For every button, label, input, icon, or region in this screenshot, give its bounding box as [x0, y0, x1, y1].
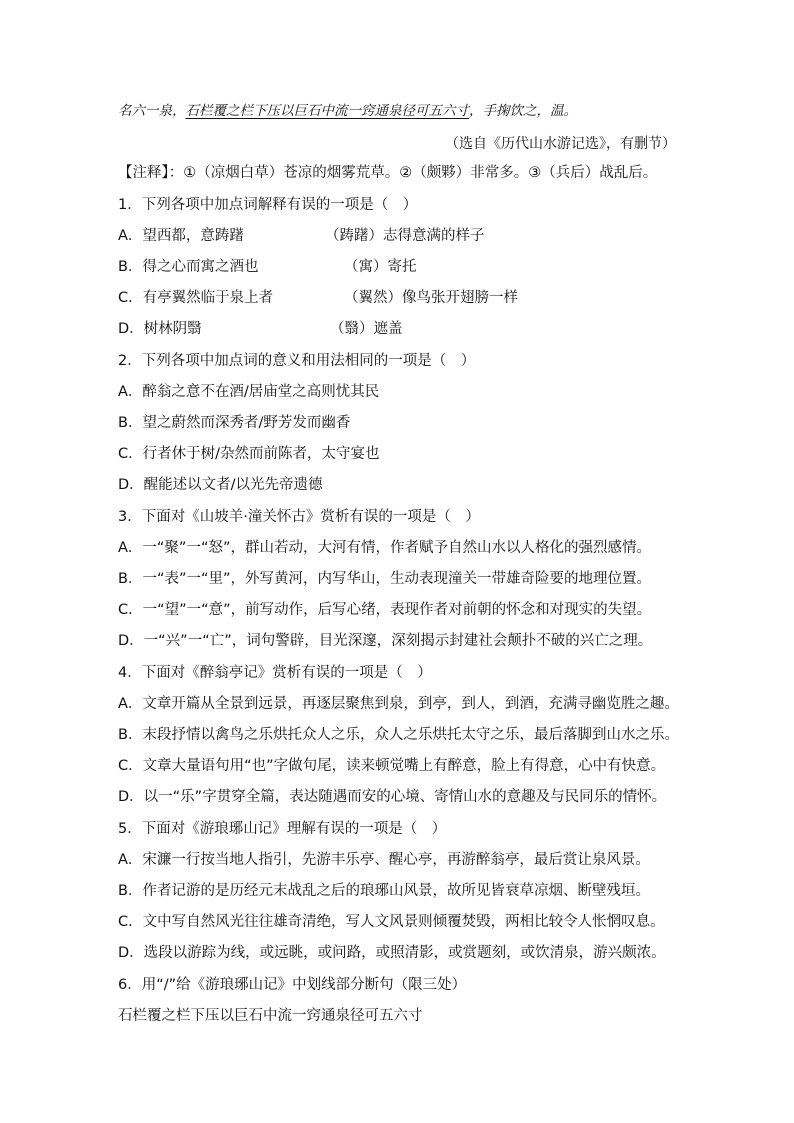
question-5-option-a: A．宋濂一行按当地人指引，先游丰乐亭、醒心亭，再游醉翁亭，最后赏让泉风景。 [118, 852, 650, 868]
option-text: C．有亭翼然临于泉上者 [118, 290, 274, 306]
question-1-option-c [118, 288, 273, 308]
question-5-option-b: B．作者记游的是历经元末战乱之后的琅琊山风景，故所见皆衰草凉烟、断壁残垣。 [118, 883, 650, 899]
notes: 【注释】：①（凉烟白草）苍凉的烟雾荒草。②（颇夥）非常多。③（兵后）战乱后。 [118, 165, 658, 181]
question-4-stem: 4．下面对《醉翁亭记》赏析有误的一项是（ ） [118, 665, 432, 681]
question-1-option-a [118, 226, 244, 246]
question-5-option-d: D．选段以游踪为线，或远眺，或问路，或照清影，或赏题刻，或饮清泉，游兴颇浓。 [118, 945, 666, 961]
question-5-option-c: C．文中写自然风光往往雄奇清绝，写人文风景则倾覆焚毁，两相比较令人怅惘叹息。 [118, 914, 665, 930]
question-1-option-a-gloss: （踌躇）志得意满的样子 [325, 228, 485, 244]
question-1-option-c-gloss: （翼然）像鸟张开翅膀一样 [344, 290, 518, 306]
intro-line [118, 101, 577, 121]
question-4-option-d: D．以一“乐”字贯穿全篇，表达随遇而安的心境、寄情山水的意趣及与民同乐的情怀。 [118, 789, 667, 805]
question-3-option-b: B．一“表”一“里”，外写黄河，内写华山，生动表现潼关一带雄奇险要的地理位置。 [118, 571, 651, 587]
question-4-option-c: C．文章大量语句用“也”字做句尾，读来顿觉嘴上有醉意，脸上有得意，心中有快意。 [118, 758, 666, 774]
option-text: A．望西都，意踌躇 [118, 228, 244, 244]
question-3-stem: 3．下面对《山坡羊·潼关怀古》赏析有误的一项是（ ） [118, 509, 480, 525]
question-2-option-d: D．醒能述以文者/以光先帝遗德 [118, 477, 323, 493]
question-3-option-a: A．一“聚”一“怒”，群山若动，大河有情，作者赋予自然山水以人格化的强烈感情。 [118, 540, 651, 556]
question-3-option-c: C．一“望”一“意”，前写动作，后写心绪，表现作者对前朝的怀念和对现实的失望。 [118, 602, 652, 618]
question-6-sentence: 石栏覆之栏下压以巨石中流一窍通泉径可五六寸 [118, 1008, 423, 1024]
question-2-option-c: C．行者休于树/杂然而前陈者，太守宴也 [118, 446, 380, 462]
question-5-stem: 5．下面对《游琅琊山记》理解有误的一项是（ ） [118, 821, 447, 837]
question-1-option-d-gloss: （翳）遮盖 [330, 321, 403, 337]
question-1-option-d [118, 319, 202, 339]
question-4-option-b: B．末段抒情以禽鸟之乐烘托众人之乐，众人之乐烘托太守之乐，最后落脚到山水之乐。 [118, 727, 679, 743]
question-2-option-a: A．醉翁之意不在酒/居庙堂之高则忧其民 [118, 384, 380, 400]
question-1-option-b-gloss: （寓）寄托 [344, 259, 417, 275]
question-4-option-a: A．文章开篇从全景到远景，再逐层聚焦到泉，到亭，到人，到酒，充满寻幽览胜之趣。 [118, 696, 679, 712]
question-1-stem: 1．下列各项中加点词解释有误的一项是（ ） [118, 197, 418, 213]
intro-prefix: 名六一泉， [118, 103, 186, 119]
option-text: B．得之心而寓之酒也 [118, 259, 259, 275]
source-citation: （选自《历代山水游记选》，有删节） [445, 136, 676, 152]
question-2-option-b: B．望之蔚然而深秀者/野芳发而幽香 [118, 415, 351, 431]
question-2-stem: 2．下列各项中加点词的意义和用法相同的一项是（ ） [118, 353, 476, 369]
option-text: D．树林阴翳 [118, 321, 202, 337]
intro-underlined-text: 石栏覆之栏下压以巨石中流一窍通泉径可五六寸 [185, 103, 469, 119]
question-3-option-d: D．一“兴”一“亡”，词句警辟，目光深邃，深刻揭示封建社会颠扑不破的兴亡之理。 [118, 633, 653, 649]
question-6-stem: 6．用“/”给《游琅琊山记》中划线部分断句（限三处） [118, 977, 467, 993]
question-1-option-b [118, 257, 258, 277]
intro-suffix: ，手掬饮之，温。 [469, 103, 577, 119]
